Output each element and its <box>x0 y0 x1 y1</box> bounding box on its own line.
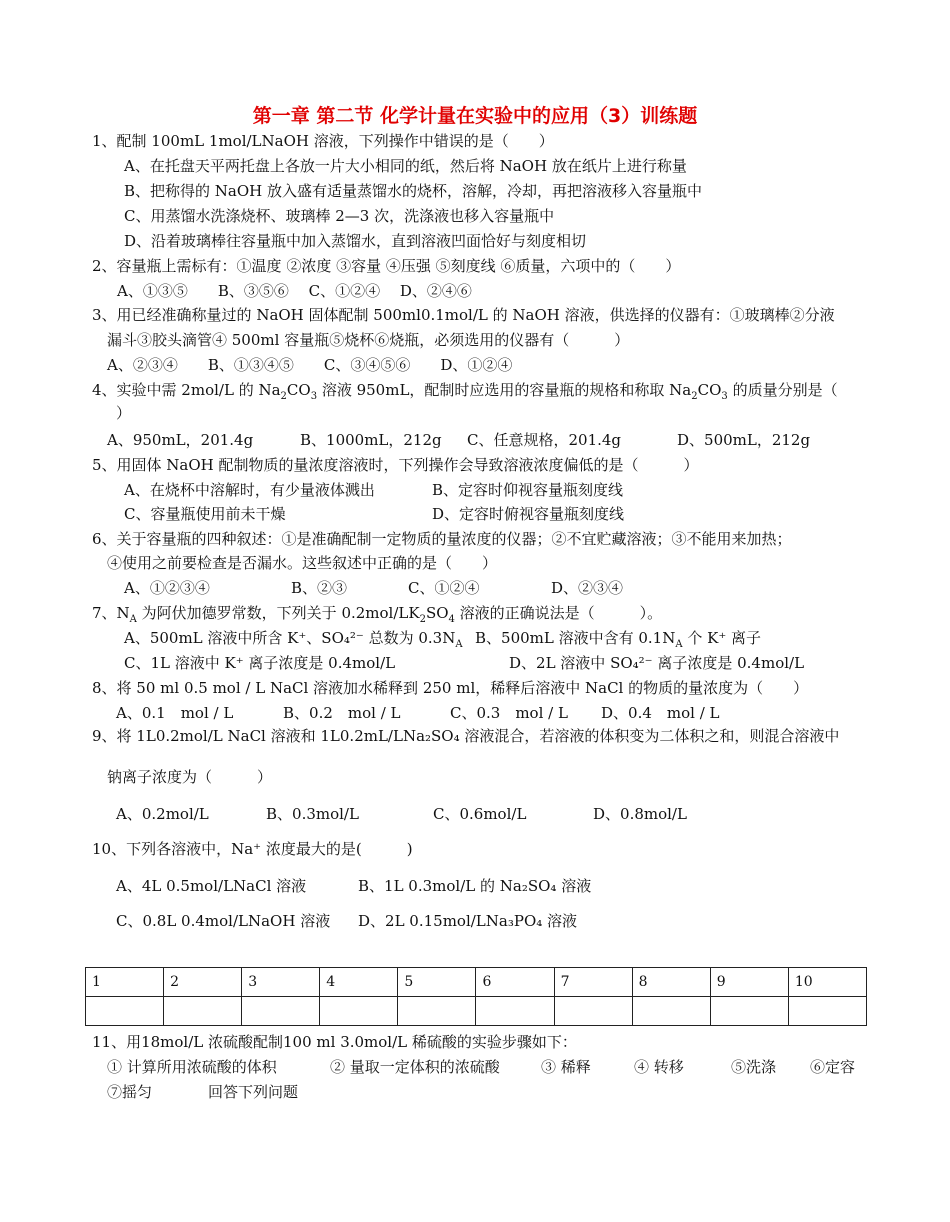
question-11-step-5: ⑤洗涤 <box>731 1058 777 1076</box>
question-11-step-4: ④ 转移 <box>634 1058 684 1076</box>
answer-blank-cell[interactable] <box>632 997 710 1026</box>
question-11-step-3: ③ 稀释 <box>541 1058 591 1076</box>
answer-header-cell: 4 <box>320 968 398 997</box>
question-9-stem-cont: 钠离子浓度为（ ） <box>107 768 273 786</box>
question-6-option-a: A、①②③④ <box>124 579 210 597</box>
question-5-option-a: A、在烧杯中溶解时，有少量液体溅出 <box>124 481 375 499</box>
question-7-option-c: C、1L 溶液中 K⁺ 离子浓度是 0.4mol/L <box>124 654 396 672</box>
answer-header-cell: 3 <box>242 968 320 997</box>
question-10-option-b: B、1L 0.3mol/L 的 Na₂SO₄ 溶液 <box>358 877 592 895</box>
question-11-step-7: ⑦摇匀 <box>107 1083 153 1101</box>
question-3-stem-cont: 漏斗③胶头滴管④ 500ml 容量瓶⑤烧杯⑥烧瓶，必须选用的仪器有（ ） <box>107 331 630 349</box>
question-6-option-c: C、①②④ <box>408 579 480 597</box>
question-1-option-d: D、沿着玻璃棒往容量瓶中加入蒸馏水，直到溶液凹面恰好与刻度相切 <box>124 232 587 250</box>
answer-table-header-row <box>86 968 867 997</box>
question-10-option-c: C、0.8L 0.4mol/LNaOH 溶液 <box>116 912 331 930</box>
question-5-option-b: B、定容时仰视容量瓶刻度线 <box>432 481 624 499</box>
question-8-option-c: C、0.3 mol / L <box>450 704 568 722</box>
question-6-option-d: D、②③④ <box>551 579 624 597</box>
question-7-option-b: B、500mL 溶液中含有 $0.1N_A$ 个 K⁺ 离子 <box>475 629 762 650</box>
question-3-stem: 3、用已经准确称量过的 NaOH 固体配制 500ml0.1mol/L 的 NaOH 溶液，供选择的仪器有：①玻璃棒②分液 <box>92 306 835 324</box>
question-10-option-d: D、2L 0.15mol/LNa₃PO₄ 溶液 <box>358 912 578 930</box>
question-1-stem: 1、配制 100mL 1mol/LNaOH 溶液，下列操作中错误的是（ ） <box>92 132 554 150</box>
question-10-option-a: A、4L 0.5mol/LNaCl 溶液 <box>116 877 307 895</box>
question-9-option-b: B、0.3mol/L <box>266 805 359 823</box>
question-10-stem: 10、下列各溶液中，Na⁺ 浓度最大的是( ) <box>92 840 413 858</box>
question-4-option-c: C、任意规格，201.4g <box>467 431 622 449</box>
answer-blank-cell[interactable] <box>320 997 398 1026</box>
question-5-option-d: D、定容时俯视容量瓶刻度线 <box>432 505 625 523</box>
question-8-stem: 8、将 50 ml 0.5 mol / L NaCl 溶液加水稀释到 250 ml，稀释后溶液中 NaCl 的物质的量浓度为（ ） <box>92 679 809 697</box>
question-7-stem: 7、$N_A$ 为阿伏加德罗常数，下列关于 $0.2mol/LK_2SO_4$ 溶液的正确说法是（ ）。 <box>92 604 663 625</box>
question-4-option-d: D、500mL，212g <box>677 431 811 449</box>
question-11-stem: 11、用18mol/L 浓硫酸配制100 ml 3.0mol/L 稀硫酸的实验步骤如下： <box>92 1033 577 1051</box>
question-4-stem-cont: ） <box>116 404 132 422</box>
question-9-stem: 9、将 1L0.2mol/L NaCl 溶液和 1L0.2mL/LNa₂SO₄ 溶液混合，若溶液的体积变为二体积之和，则混合溶液中 <box>92 727 840 745</box>
answer-blank-cell[interactable] <box>86 997 164 1026</box>
answer-header-cell: 5 <box>398 968 476 997</box>
question-7-option-d: D、2L 溶液中 SO₄²⁻ 离子浓度是 0.4mol/L <box>509 654 805 672</box>
question-6-stem: 6、关于容量瓶的四种叙述：①是准确配制一定物质的量浓度的仪器；②不宜贮藏溶液；③不能用来加热； <box>92 530 792 548</box>
question-5-stem: 5、用固体 NaOH 配制物质的量浓度溶液时，下列操作会导致溶液浓度偏低的是（ ） <box>92 456 699 474</box>
question-5-option-c: C、容量瓶使用前未干燥 <box>124 505 286 523</box>
answer-header-cell: 10 <box>788 968 866 997</box>
question-11-step-1: ① 计算所用浓硫酸的体积 <box>107 1058 277 1076</box>
question-9-option-c: C、0.6mol/L <box>433 805 527 823</box>
question-11-step-6: ⑥定容 <box>810 1058 856 1076</box>
answer-header-cell: 7 <box>554 968 632 997</box>
answer-header-cell: 2 <box>164 968 242 997</box>
question-7-option-a: A、500mL 溶液中所含 K⁺、SO₄²⁻ 总数为 $0.3N_A$ <box>124 629 463 650</box>
answer-header-cell: 6 <box>476 968 554 997</box>
answer-header-cell: 9 <box>710 968 788 997</box>
answer-header-cell: 1 <box>86 968 164 997</box>
answer-table <box>85 967 867 1026</box>
answer-header-cell: 8 <box>632 968 710 997</box>
page-title: 第一章 第二节 化学计量在实验中的应用（3）训练题 <box>252 105 698 127</box>
answer-blank-cell[interactable] <box>554 997 632 1026</box>
answer-blank-cell[interactable] <box>788 997 866 1026</box>
question-6-option-b: B、②③ <box>291 579 348 597</box>
question-8-option-b: B、0.2 mol / L <box>283 704 401 722</box>
question-4-stem: 4、实验中需 2mol/L 的 $Na_2CO_3$ 溶液 950mL，配制时应选用的容量瓶的规格和称取 $Na_2CO_3$ 的质量分别是（ <box>92 381 838 402</box>
answer-blank-cell[interactable] <box>710 997 788 1026</box>
question-1-option-c: C、用蒸馏水洗涤烧杯、玻璃棒 2—3 次，洗涤液也移入容量瓶中 <box>124 207 555 225</box>
question-9-option-a: A、0.2mol/L <box>116 805 209 823</box>
question-11-step-2: ② 量取一定体积的浓硫酸 <box>330 1058 500 1076</box>
question-4-option-a: A、950mL，201.4g <box>107 431 254 449</box>
question-2-options: A、①③⑤ B、③⑤⑥ C、①②④ D、②④⑥ <box>117 282 472 300</box>
question-8-option-a: A、0.1 mol / L <box>116 704 234 722</box>
answer-blank-cell[interactable] <box>164 997 242 1026</box>
question-8-option-d: D、0.4 mol / L <box>601 704 720 722</box>
answer-blank-cell[interactable] <box>242 997 320 1026</box>
question-9-option-d: D、0.8mol/L <box>593 805 687 823</box>
answer-blank-cell[interactable] <box>476 997 554 1026</box>
question-4-option-b: B、1000mL，212g <box>300 431 442 449</box>
question-11-instruction: 回答下列问题 <box>208 1083 299 1101</box>
question-1-option-b: B、把称得的 NaOH 放入盛有适量蒸馏水的烧杯，溶解，冷却，再把溶液移入容量瓶中 <box>124 182 703 200</box>
answer-blank-cell[interactable] <box>398 997 476 1026</box>
answer-table-answer-row <box>86 997 867 1026</box>
question-2-stem: 2、容量瓶上需标有：①温度 ②浓度 ③容量 ④压强 ⑤刻度线 ⑥质量，六项中的（ ） <box>92 257 681 275</box>
question-1-option-a: A、在托盘天平两托盘上各放一片大小相同的纸，然后将 NaOH 放在纸片上进行称量 <box>124 157 687 175</box>
question-6-stem-cont: ④使用之前要检查是否漏水。这些叙述中正确的是（ ） <box>107 554 498 572</box>
question-3-options: A、②③④ B、①③④⑤ C、③④⑤⑥ D、①②④ <box>107 356 513 374</box>
